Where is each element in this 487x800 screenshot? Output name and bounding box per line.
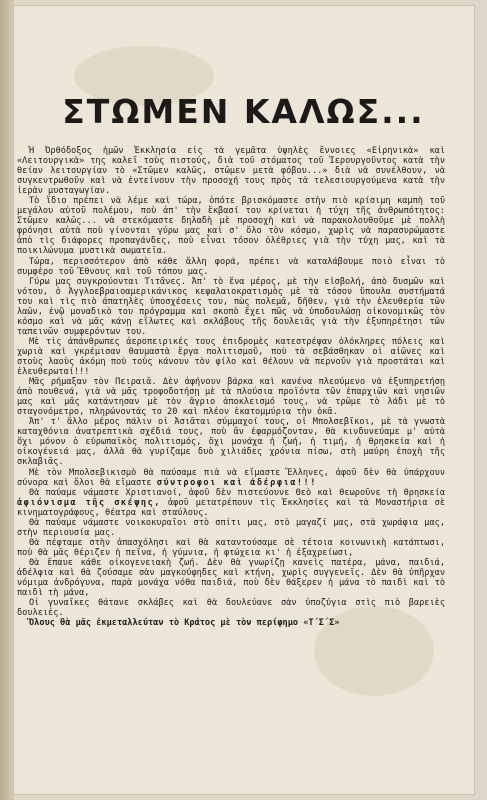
paragraph-text: Θὰ παύαμε νάμαστε Χριστιανοί, ἀφοῦ δὲν πιστεύουνε Θεὸ καὶ θεωροῦνε τὴ θρησκεία: [29, 487, 445, 498]
paragraph: Ἡ Ὀρθόδοξος ἡμῶν Ἐκκλησία εἰς τὰ γεμᾶτα ὑψηλὲς ἔννοιες «Εἰρηνικὰ» καὶ «Λειτουργικὰ» της καλεῖ τοὺς πιστούς, διὰ τοῦ στόματος τοῦ Ἱερουργοῦντος κατὰ τὴν θείαν λειτουργίαν τὸ «Στῶμεν καλῶς, στῶμεν μετὰ φόβου...» διὰ νὰ συνέλθουν, νὰ συγκεντρωθοῦν καὶ νὰ ἐντείνουν τὴν προσοχή τους πρὸς τὰ τελεσιουργούμενα κατὰ τὴν ἱερὰν μυσταγωγίαν.: [17, 146, 445, 197]
paragraph: Μᾶς ρήμαξαν τὸν Πειραιᾶ. Δὲν ἀφήνουν βάρκα καὶ κανένα πλεούμενο νὰ ἐξυπηρετήσῃ ἀπὸ πουθενά, γιὰ νὰ μᾶς τροφοδοτήσῃ μὲ τὰ πλούσια προϊόντα τῶν ἐπαρχιῶν καὶ νησιῶν μας καὶ μᾶς κατάντησαν μὲ τὸν ἄγριο ἀποκλεισμό τους, νὰ τρῶμε τὸ λάδι μὲ τὸ σταγονόμετρο, πληρώνοντάς το 20 καὶ πλέον ἑκατομμύρια τὴν ὀκᾶ.: [17, 377, 445, 418]
paragraph: Θὰ παύαμε νάμαστε νοικοκυραῖοι στὸ σπίτι μας, στὸ μαγαζί μας, στὰ χωράφια μας, στὴν περιουσία μας.: [17, 517, 445, 538]
paragraph: Θὰ ἔπαυε κάθε οἰκογενειακὴ ζωή. Δὲν θὰ γνωρίζῃ κανεὶς πατέρα, μάνα, παιδιά, ἀδέλφια καὶ θὰ ζούσαμε σὰν μαγκούφηδες καὶ κτήνη, χωρὶς συγγενεῖς. Δὲν θὰ ὑπῆρχαν νόμιμα ἀνδρόγυνα, παρὰ μονάχα νόθα παιδιά, ποὺ δὲν θάξερεν ἡ μάνα τὸ παιδὶ καὶ τὸ παιδὶ τὴ μάνα,: [17, 557, 445, 599]
leaflet-title: ΣΤΩΜΕΝ ΚΑΛΩΣ...: [62, 92, 425, 131]
paragraph: Τώρα, περισσότερον ἀπὸ κάθε ἄλλη φορά, πρέπει νὰ καταλάβουμε ποιὸ εἶναι τὸ συμφέρο τοῦ Ἔθνους καὶ τοῦ τόπου μας.: [17, 256, 445, 277]
paragraph-text: ἀφοῦ μετατρέπουν τὶς Ἐκκλησίες καὶ τὰ Μοναστήρια σὲ κινηματογράφους, θέατρα καὶ σταύλους.: [17, 497, 445, 518]
paragraph: Θὰ πέφταμε στὴν ἀπασχόλησι καὶ θὰ καταντούσαμε σὲ τέτοια κοινωνικὴ κατάπτωσι, ποὺ θὰ μᾶς θέριζεν ἡ πεῖνα, ἡ γύμνια, ἡ φτώχεια κι' ἡ ἐξαχρείωσι,: [17, 537, 445, 558]
spaced-phrase: ἀφιόνισμα τῆς σκέψης,: [17, 497, 161, 508]
paragraph: Γύρω μας συγκρούονται Τιτᾶνες. Ἀπ' τὸ ἕνα μέρος, μὲ τὴν εἰσβολή, ἀπὸ δυσμῶν καὶ νότου, ὁ Ἀγγλοεβραιοαμερικάνικος κεφαλαιοκρατισμὸς μὲ τὰ τόσον ὕπουλα συστήματά του καὶ τὶς πιὸ ἀπατηλὲς ὑποσχέσεις του, πὼς πολεμᾶ, δῆθεν, γιὰ τὴν ἐλευθερία τῶν λαῶν, ἐνῷ μοναδικὸ του πρόγραμμα καὶ σκοπὸ ἔχει πῶς νὰ ὑποδουλώσῃ οἰκονομικῶς τὸν κόσμο καὶ νὰ μᾶς κάνῃ εἵλωτες καὶ σκλάβους τῆς δουλειᾶς γιὰ τὴν ἐξυπηρέτησι τῶν ταπεινῶν συμφερόντων του.: [17, 276, 445, 337]
paragraph: Τὸ ἴδιο πρέπει νὰ λέμε καὶ τώρα, ὁπότε βρισκόμαστε στὴν πιὸ κρίσιμη καμπὴ τοῦ μεγάλου αὐτοῦ πολέμου, ποὺ ἀπ' τὴν ἔκβασί του κρίνεται ἡ τύχη τῆς ἀνθρωπότητος: Στῶμεν καλῶς... νὰ στεκόμαστε δηλαδὴ μὲ προσοχὴ καὶ νὰ παρακολουθοῦμε μὲ πολλὴ φρόνησι αὐτὰ ποὺ γίνονται γύρω μας καὶ σ' ὅλο τὸν κόσμο, χωρὶς νὰ παρασυρώμαστε ἀπὸ τὶς διάφορες προπαγάνδες, ποὺ εἶναι τόσον ὀλέθριες γιὰ τὴν τύχη μας, καὶ τὰ ποικιλώνυμα μυστικὰ σωματεῖα.: [17, 196, 445, 257]
paragraph: Ἀπ' τ' ἄλλο μέρος πάλιν οἱ Ἀσιᾶται σύμμαχοί τους, οἱ Μπολσεβῖκοι, μὲ τὰ γνωστὰ καταχθόνια ἀνατρεπτικὰ σχέδιά τους, ποὺ ἂν ἐφαρμόζονταν, θὰ κινδυνεύαμε μ' αὐτὰ ὄχι μόνον ὁ εὐρωπαϊκὸς πολιτισμός, ὄχι μονάχα ἡ ζωή, ἡ τιμή, ἡ θρησκεία καὶ ἡ οἰκογένειά μας, ἀλλὰ θὰ γυρίζαμε δυὸ χιλιάδες χρόνια πίσω, στὴ μαύρη ἐποχὴ τῆς σκλαβιᾶς.: [17, 417, 445, 468]
paragraph: Μὲ τὶς ἀπάνθρωπες ἀεροπειρικές τους ἐπιδρομὲς κατεστρέψαν ὁλόκληρες πόλεις καὶ χωριὰ καὶ γκρέμισαν θαυμαστὰ ἔργα πολιτισμοῦ, ποὺ τὰ σεβάσθηκαν οἱ αἰῶνες καὶ στοὺς λαοὺς ἀκόμη ποὺ τοὺς κάνουν τὸν φίλο καὶ θέλουν νὰ περνοῦν γιὰ προστάται καὶ ἐλευθερωταί!!!: [17, 336, 445, 378]
paragraph-last: Ὅλους θὰ μᾶς ἐκμεταλλεύταν τὸ Κράτος μὲ τὸν περίφημο «Τ΄Σ΄Σ»: [29, 618, 340, 629]
spaced-phrase: σύντροφοι καὶ ἀδέρφια!!!: [156, 477, 317, 488]
leaflet-body: [17, 146, 445, 628]
paragraph: [17, 488, 445, 518]
paragraph-text: Μὲ τὸν Μπολσεβικισμὸ θὰ παύσαμε πιὰ νὰ εἴμαστε Ἕλληνες, ἀφοῦ δὲν θὰ ὑπάρχουν σύνορα καὶ ὅλοι θὰ εἴμαστε: [17, 467, 445, 488]
paragraph: [17, 468, 445, 488]
paragraph: Οἱ γυναῖκες θάτανε σκλάβες καὶ θὰ δουλεύανε σὰν ὑποζύγια στὶς πιὸ βαρειὲς δουλειές.: [17, 598, 445, 619]
